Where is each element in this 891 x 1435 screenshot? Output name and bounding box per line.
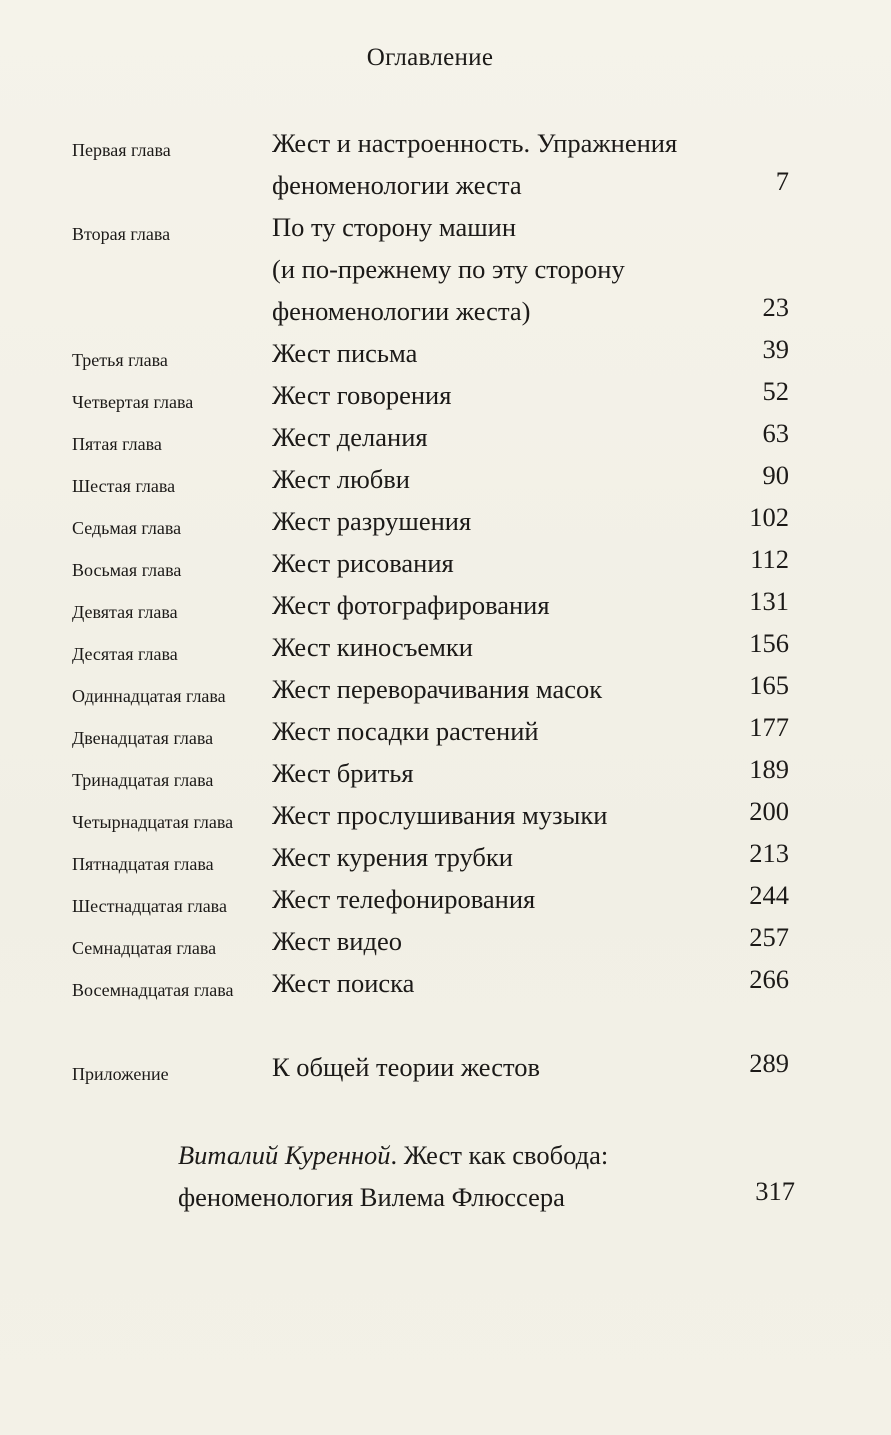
- chapter-label: Четырнадцатая глава: [72, 812, 234, 832]
- chapter-label: Четвертая глава: [72, 392, 194, 412]
- page-number: 39: [762, 334, 789, 364]
- page-number: 189: [749, 754, 789, 784]
- page-number: 177: [749, 712, 789, 742]
- chapter-title-line: Жест телефонирования: [272, 884, 536, 914]
- chapter-title-line: Жест бритья: [272, 758, 414, 788]
- page-number: 7: [775, 166, 789, 196]
- chapter-title-line: (и по-прежнему по эту сторону: [272, 254, 625, 284]
- page-number: 289: [749, 1048, 789, 1078]
- afterword-entry: [178, 1134, 608, 1218]
- chapter-title-line: феноменологии жеста): [272, 296, 531, 326]
- page-number: 266: [749, 964, 789, 994]
- chapter-label: Одиннадцатая глава: [72, 686, 226, 706]
- afterword-author: Виталий Куренной: [178, 1140, 391, 1170]
- chapter-label: Восемнадцатая глава: [72, 980, 234, 1000]
- chapter-title-line: Жест фотографирования: [272, 590, 550, 620]
- chapter-label: Шестая глава: [72, 476, 176, 496]
- chapter-label: Тринадцатая глава: [72, 770, 214, 790]
- page-number: 112: [750, 544, 789, 574]
- page-number: 200: [749, 796, 789, 826]
- chapter-title-line: Жест делания: [272, 422, 428, 452]
- page-number: 90: [762, 460, 789, 490]
- page-number: 213: [749, 838, 789, 868]
- afterword-page-number: 317: [755, 1176, 795, 1206]
- chapter-label: Первая глава: [72, 140, 171, 160]
- page-title: Оглавление: [366, 44, 494, 71]
- chapter-title-line: Жест киносъемки: [272, 632, 473, 662]
- chapter-title-line: Жест и настроенность. Упражнения: [272, 128, 678, 158]
- afterword-title-part-1: . Жест как свобода:: [390, 1140, 609, 1170]
- chapter-label: Вторая глава: [72, 224, 171, 244]
- page-number: 131: [749, 586, 789, 616]
- afterword-title-part-2: феноменология Вилема Флюссера: [178, 1182, 565, 1212]
- chapter-title-line: Жест любви: [272, 464, 410, 494]
- chapter-title-line: Жест говорения: [272, 380, 452, 410]
- chapter-label: Восьмая глава: [72, 560, 182, 580]
- chapter-label: Пятнадцатая глава: [72, 854, 214, 874]
- chapter-title-line: Жест письма: [272, 338, 418, 368]
- page-number: 23: [762, 292, 789, 322]
- page-number: 52: [762, 376, 789, 406]
- chapter-title-line: Жест поиска: [272, 968, 415, 998]
- chapter-label: Десятая глава: [72, 644, 178, 664]
- page-number: 165: [749, 670, 789, 700]
- chapter-title-line: По ту сторону машин: [272, 212, 517, 242]
- chapter-label: Шестнадцатая глава: [72, 896, 227, 916]
- page-number: 102: [749, 502, 789, 532]
- chapter-title-line: Жест разрушения: [272, 506, 472, 536]
- chapter-label: Пятая глава: [72, 434, 162, 454]
- chapter-title-line: феноменологии жеста: [272, 170, 522, 200]
- chapter-label: Третья глава: [72, 350, 168, 370]
- page-number: 156: [749, 628, 789, 658]
- chapter-title-line: Жест прослушивания музыки: [272, 800, 608, 830]
- chapter-title-line: К общей теории жестов: [272, 1052, 540, 1082]
- chapter-label: Девятая глава: [72, 602, 178, 622]
- chapter-title-line: Жест рисования: [272, 548, 454, 578]
- chapter-title-line: Жест посадки растений: [272, 716, 539, 746]
- page-number: 257: [749, 922, 789, 952]
- chapter-label: Седьмая глава: [72, 518, 182, 538]
- page-number: 244: [749, 880, 789, 910]
- chapter-label: Приложение: [72, 1064, 169, 1084]
- chapter-title-line: Жест видео: [272, 926, 402, 956]
- chapter-title-line: Жест переворачивания масок: [272, 674, 603, 704]
- chapter-label: Семнадцатая глава: [72, 938, 217, 958]
- chapter-label: Двенадцатая глава: [72, 728, 214, 748]
- afterword-line-1: [178, 1134, 608, 1176]
- chapter-title-line: Жест курения трубки: [272, 842, 513, 872]
- page-number: 63: [762, 418, 789, 448]
